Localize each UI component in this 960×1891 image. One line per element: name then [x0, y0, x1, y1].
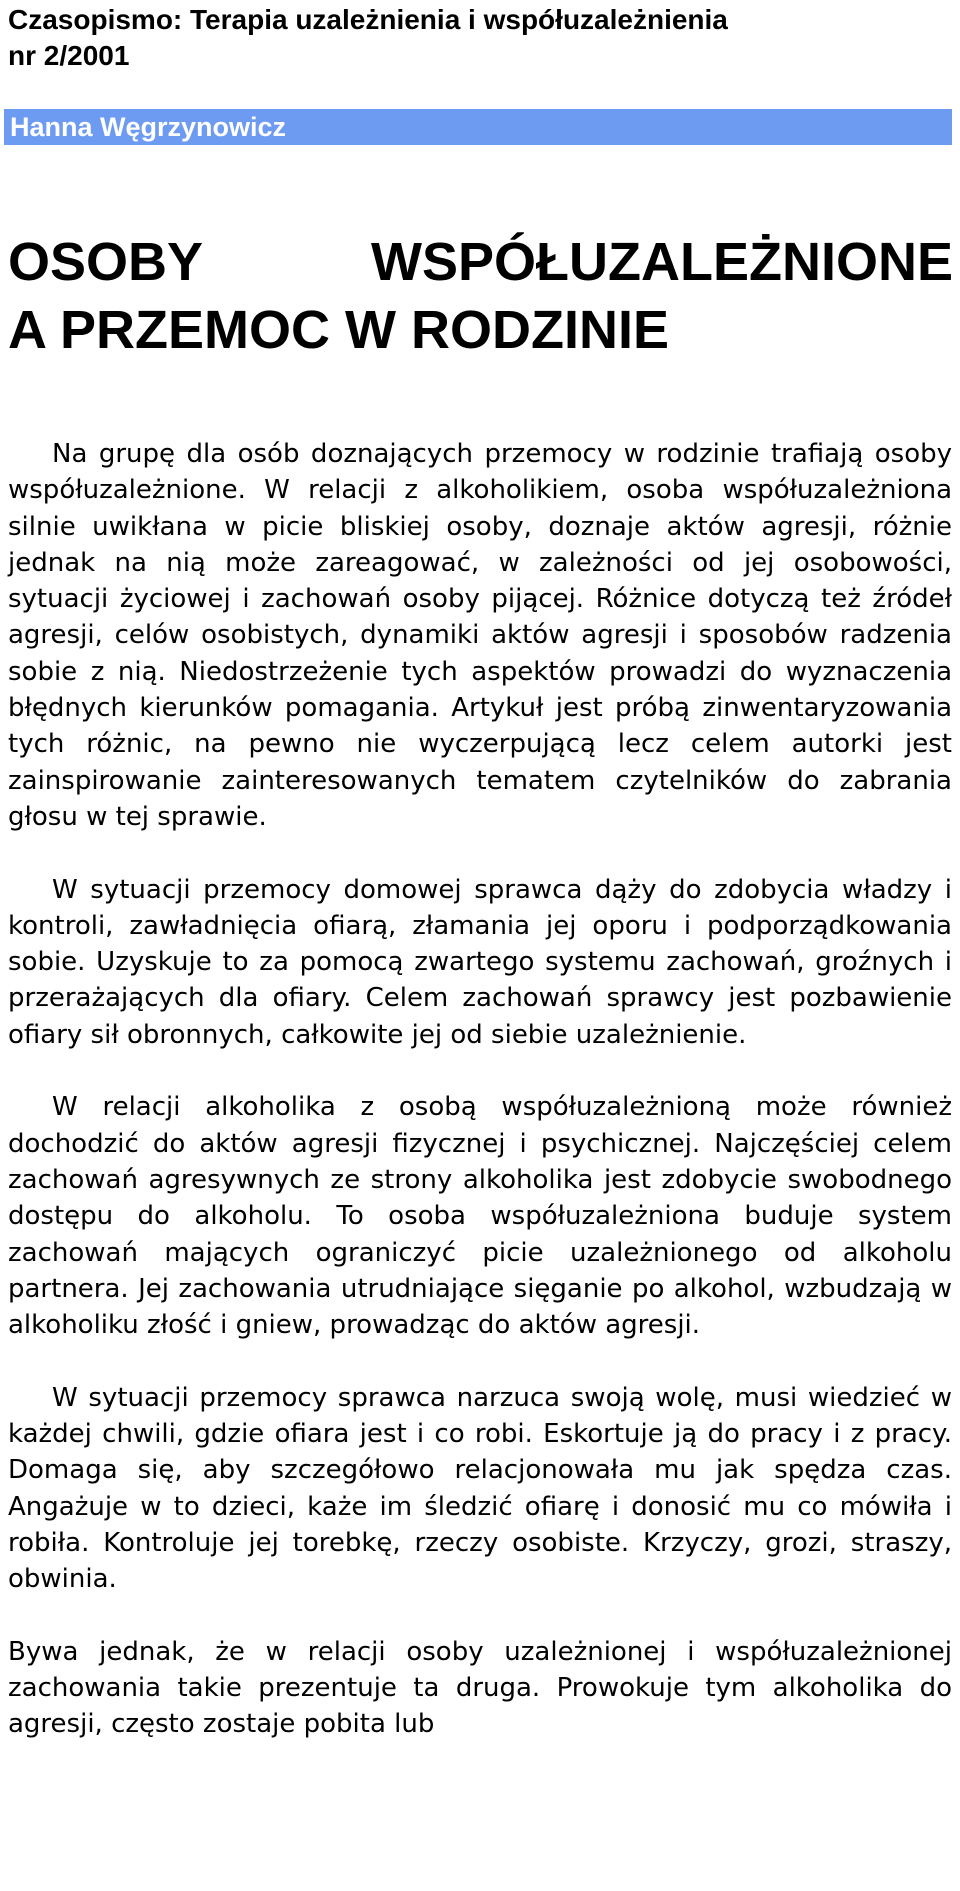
paragraph: W sytuacji przemocy domowej sprawca dąży do zdobycia władzy i kontroli, zawładnięcia ofiarą, złamania jej oporu i podporządkowania sobie. Uzyskuje to za pomocą zwartego systemu zachowań, groźnych i przerażających dla ofiary. Celem zachowań sprawcy jest pozbawienie ofiary sił obronnych, całkowite jej od siebie uzależnienie. — [8, 874, 952, 1050]
article-title — [8, 228, 953, 364]
article-title-line-2: A PRZEMOC W RODZINIE — [8, 300, 669, 360]
paragraph: Bywa jednak, że w relacji osoby uzależnionej i współuzależnionej zachowania takie prezentuje ta druga. Prowokuje tym alkoholika do agresji, często zostaje pobita lub — [8, 1636, 952, 1740]
journal-title: Czasopismo: Terapia uzależnienia i współuzależnienia — [8, 4, 728, 35]
paragraph: W sytuacji przemocy sprawca narzuca swoją wolę, musi wiedzieć w każdej chwili, gdzie ofiara jest i co robi. Eskortuje ją do pracy i z pracy. Domaga się, aby szczegółowo relacjonowała mu jak spędza czas. Angażuje w to dzieci, każe im śledzić ofiarę i donosić mu co mówiła i robiła. Kontroluje jej torebkę, rzeczy osobiste. Krzyczy, grozi, straszy, obwinia. — [8, 1382, 952, 1595]
article-body — [8, 436, 952, 1779]
article-title-line-1: OSOBY WSPÓŁUZALEŻNIONE — [8, 232, 953, 292]
journal-issue: nr 2/2001 — [8, 40, 130, 71]
paragraph: W relacji alkoholika z osobą współuzależnioną może również dochodzić do aktów agresji fizycznej i psychicznej. Najczęściej celem zachowań agresywnych ze strony alkoholika jest zdobycie swobodnego dostępu do alkoholu. To osoba współuzależniona buduje system zachowań mających ograniczyć picie uzależnionego od alkoholu partnera. Jej zachowania utrudniające sięganie po alkohol, wzbudzają w alkoholiku złość i gniew, prowadząc do aktów agresji. — [8, 1092, 952, 1341]
paragraph: Na grupę dla osób doznających przemocy w rodzinie trafiają osoby współuzależnione. W relacji z alkoholikiem, osoba współuzależniona silnie uwikłana w picie bliskiej osoby, doznaje aktów agresji, różnie jednak na nią może zareagować, w zależności od jej osobowości, sytuacji życiowej i zachowań osoby pijącej. Różnice dotyczą też źródeł agresji, celów osobistych, dynamiki aktów agresji i sposobów radzenia sobie z nią. Niedostrzeżenie tych aspektów prowadzi do wyznaczenia błędnych kierunków pomagania. Artykuł jest próbą zinwentaryzowania tych różnic, na pewno nie wyczerpującą lecz celem autorki jest zainspirowanie zainteresowanych tematem czytelników do zabrania głosu w tej sprawie. — [8, 439, 952, 832]
author-bar — [4, 109, 952, 145]
author-name: Hanna Węgrzynowicz — [10, 112, 287, 142]
journal-header — [8, 2, 948, 74]
